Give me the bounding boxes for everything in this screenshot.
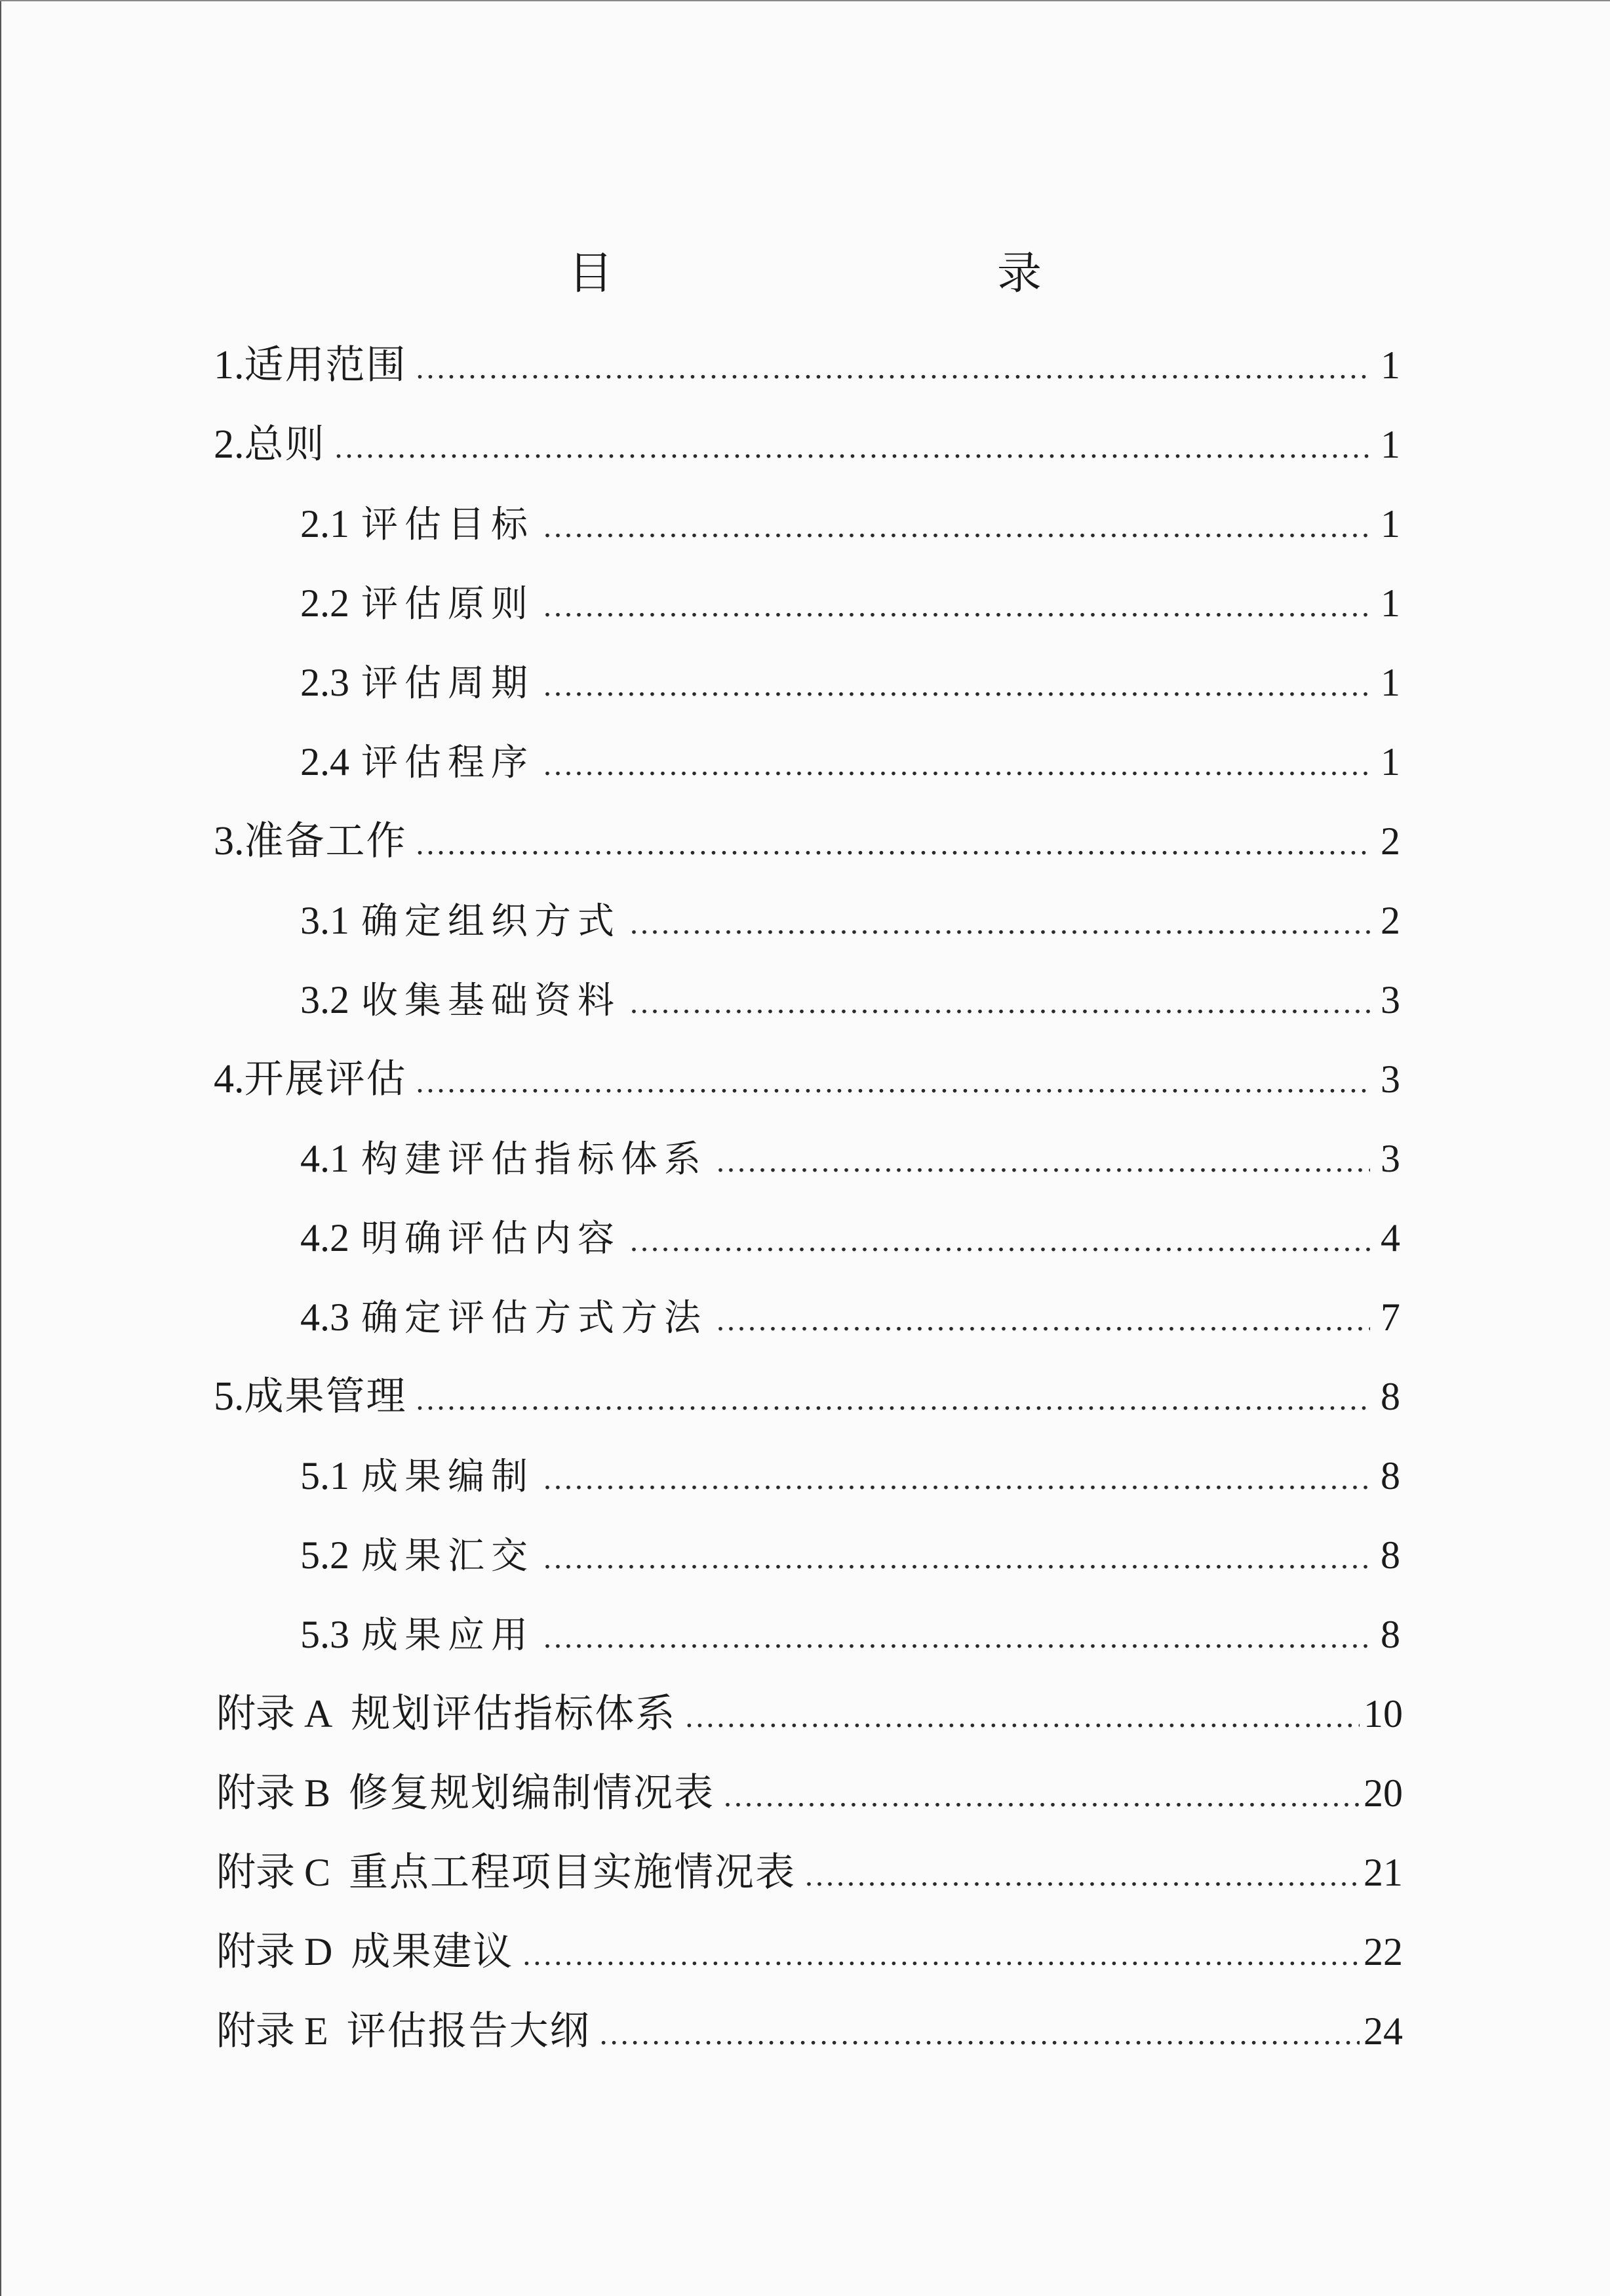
toc-entry-title: 成果汇交 [361, 1535, 534, 1577]
dot-leader [717, 1281, 1370, 1360]
toc-appendix-d[interactable] [216, 1912, 1403, 1991]
dot-leader [335, 408, 1371, 487]
dot-leader [630, 964, 1370, 1042]
toc-entry-number: 4.1 [300, 1137, 349, 1180]
dot-leader [543, 1519, 1370, 1598]
toc-entry-title: 评估原则 [361, 583, 534, 625]
toc-entry-page: 1 [1381, 502, 1400, 545]
appendix-title: 评估报告大纲 [346, 2008, 591, 2054]
toc-entry-number: 2.3 [300, 661, 349, 704]
toc-appendix-a[interactable] [216, 1674, 1403, 1753]
toc-entry-title: 评估程序 [361, 742, 534, 784]
toc-entry-page: 7 [1381, 1296, 1400, 1339]
appendix-letter: B [304, 1771, 331, 1815]
toc-entry-page: 1 [1381, 423, 1400, 466]
toc-entry-title: 成果编制 [361, 1455, 534, 1498]
toc-entry-title: 明确评估内容 [361, 1217, 621, 1260]
page-top-edge [0, 0, 1610, 1]
toc-entry-page: 2 [1381, 820, 1400, 863]
toc-entry-title: 适用范围 [244, 342, 407, 388]
toc-entry-2-4[interactable] [300, 722, 1400, 801]
toc-entry-number: 2.4 [300, 740, 349, 783]
toc-entry-page: 1 [1381, 740, 1400, 783]
page-left-edge [0, 0, 1, 2296]
toc-entry-number: 4.3 [300, 1296, 349, 1339]
toc-entry-page: 4 [1381, 1216, 1400, 1259]
toc-entry-title: 构建评估指标体系 [361, 1138, 707, 1181]
appendix-letter: C [304, 1851, 331, 1894]
appendix-letter: E [304, 2009, 328, 2053]
toc-entry-5-3[interactable] [300, 1595, 1400, 1674]
toc-entry-2-2[interactable] [300, 564, 1400, 643]
toc-entry-2[interactable] [214, 405, 1400, 484]
toc-entry-number: 3.2 [300, 978, 349, 1021]
toc-entry-3[interactable] [214, 802, 1400, 881]
toc-entry-page: 1 [1381, 582, 1400, 625]
toc-entry-title: 收集基础资料 [361, 980, 621, 1022]
toc-entry-2-1[interactable] [300, 485, 1400, 563]
appendix-prefix: 附录 [216, 2008, 295, 2054]
toc-entry-number: 1. [214, 343, 245, 387]
dot-leader [630, 884, 1370, 963]
dot-leader [543, 1598, 1370, 1677]
dot-leader [717, 1122, 1370, 1201]
appendix-page: 24 [1364, 2009, 1403, 2053]
toc-entry-page: 3 [1381, 1058, 1400, 1101]
toc-entry-title: 成果应用 [361, 1614, 534, 1657]
toc-entry-page: 1 [1381, 344, 1400, 387]
appendix-prefix: 附录 [216, 1850, 295, 1895]
dot-leader [543, 1440, 1370, 1518]
toc-entry-page: 8 [1381, 1613, 1400, 1656]
toc-entry-5-2[interactable] [300, 1516, 1400, 1594]
toc-appendix-e[interactable] [216, 1992, 1403, 2070]
appendix-prefix: 附录 [216, 1929, 295, 1975]
toc-entry-number: 5.3 [300, 1613, 349, 1656]
dot-leader [685, 1678, 1360, 1756]
dot-leader [543, 488, 1370, 566]
appendix-page: 22 [1364, 1930, 1403, 1973]
toc-entry-5[interactable] [214, 1357, 1400, 1436]
toc-entry-number: 5.2 [300, 1534, 349, 1577]
dot-leader [805, 1836, 1360, 1915]
toc-entry-number: 3.1 [300, 899, 349, 942]
appendix-letter: D [304, 1930, 333, 1973]
toc-entry-number: 2. [214, 422, 245, 467]
dot-leader [522, 1916, 1360, 1994]
dot-leader [630, 1202, 1370, 1280]
toc-entry-number: 3. [214, 819, 245, 863]
toc-entry-number: 5. [214, 1374, 245, 1419]
toc-entry-5-1[interactable] [300, 1436, 1400, 1515]
toc-entry-2-3[interactable] [300, 643, 1400, 722]
toc-entry-title: 评估周期 [361, 662, 534, 705]
toc-entry-page: 8 [1381, 1534, 1400, 1577]
toc-entry-page: 3 [1381, 978, 1400, 1021]
toc-entry-title: 准备工作 [244, 818, 407, 864]
dot-leader [416, 1043, 1371, 1122]
toc-entry-4[interactable] [214, 1040, 1400, 1118]
toc-entry-number: 5.1 [300, 1454, 349, 1497]
appendix-page: 21 [1364, 1851, 1403, 1894]
toc-title: 目 录 [568, 248, 1140, 300]
toc-entry-number: 4.2 [300, 1216, 349, 1259]
toc-entry-4-3[interactable] [300, 1278, 1400, 1356]
appendix-page: 10 [1364, 1692, 1403, 1735]
toc-entry-page: 8 [1381, 1454, 1400, 1497]
toc-appendix-c[interactable] [216, 1833, 1403, 1912]
toc-entry-title: 开展评估 [244, 1056, 407, 1102]
toc-entry-4-2[interactable] [300, 1198, 1400, 1277]
dot-leader [600, 1995, 1360, 2074]
toc-entry-page: 2 [1381, 899, 1400, 942]
dot-leader [724, 1757, 1360, 1836]
toc-entry-title: 评估目标 [361, 504, 534, 546]
appendix-letter: A [304, 1692, 333, 1735]
toc-entry-title: 总则 [244, 422, 326, 467]
toc-entry-title: 成果管理 [244, 1374, 407, 1419]
appendix-prefix: 附录 [216, 1691, 295, 1737]
dot-leader [416, 805, 1371, 884]
dot-leader [543, 567, 1370, 646]
appendix-prefix: 附录 [216, 1770, 295, 1816]
appendix-page: 20 [1364, 1771, 1403, 1815]
toc-entry-page: 8 [1381, 1375, 1400, 1418]
toc-entry-1[interactable] [214, 326, 1400, 405]
dot-leader [543, 646, 1370, 725]
toc-entry-number: 4. [214, 1057, 245, 1101]
toc-entry-title: 确定组织方式 [361, 900, 621, 943]
appendix-title: 重点工程项目实施情况表 [349, 1850, 796, 1895]
toc-entry-page: 3 [1381, 1137, 1400, 1180]
toc-entry-page: 1 [1381, 661, 1400, 704]
toc-entry-3-1[interactable] [300, 881, 1400, 960]
appendix-title: 规划评估指标体系 [351, 1691, 677, 1737]
toc-entry-4-1[interactable] [300, 1119, 1400, 1198]
toc-entry-number: 2.2 [300, 582, 349, 625]
toc-entry-title: 确定评估方式方法 [361, 1297, 707, 1339]
toc-entry-3-2[interactable] [300, 960, 1400, 1039]
toc-appendix-b[interactable] [216, 1754, 1403, 1832]
dot-leader [416, 329, 1371, 408]
appendix-title: 修复规划编制情况表 [349, 1770, 715, 1816]
dot-leader [416, 1360, 1371, 1439]
appendix-title: 成果建议 [351, 1929, 514, 1975]
dot-leader [543, 726, 1370, 804]
toc-entry-number: 2.1 [300, 502, 349, 545]
